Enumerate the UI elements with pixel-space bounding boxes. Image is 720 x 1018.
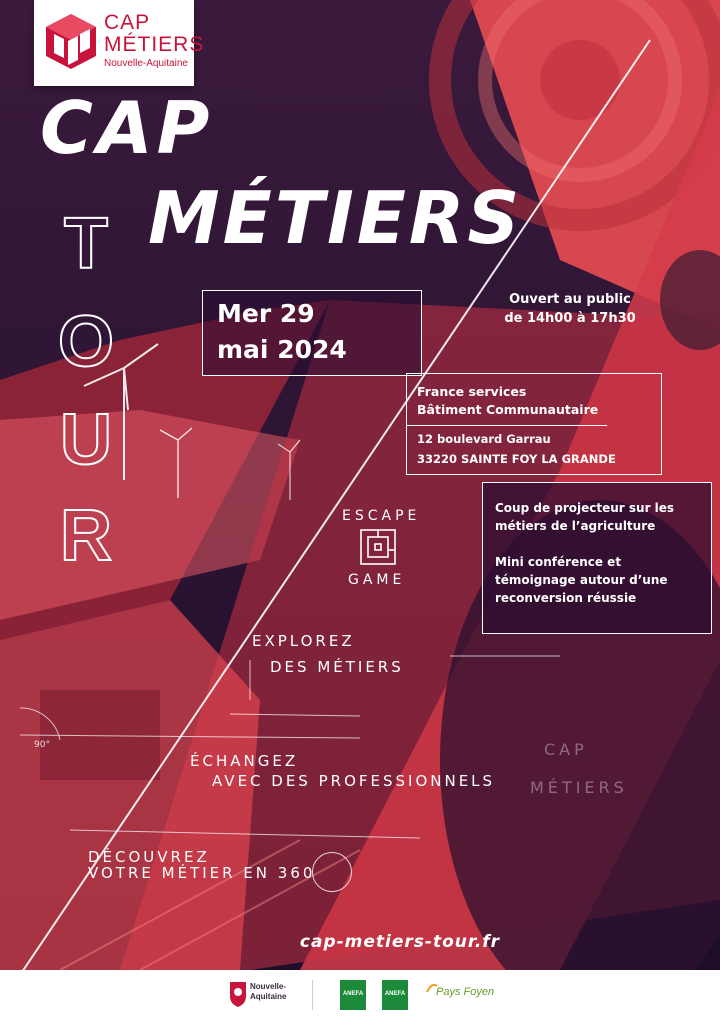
anefa-logo-1-text: ANEFA: [342, 991, 364, 997]
opening-hours: [470, 290, 670, 328]
anefa-logo-2: [382, 980, 408, 1010]
anefa-logo-2-text: ANEFA: [384, 991, 406, 997]
date-month-year: mai 2024: [217, 335, 347, 364]
venue-street: 12 boulevard Garrau: [417, 432, 551, 446]
venue-divider: [407, 425, 607, 426]
angle-label: 90°: [34, 740, 50, 750]
jacket-text-1: CAP: [544, 740, 588, 759]
tour-letter-o: O: [57, 302, 114, 382]
region-crest-icon: [228, 980, 248, 1008]
tour-letter-t: T: [64, 204, 108, 284]
cube-logo-icon: [44, 12, 98, 70]
explore-line-2: DES MÉTIERS: [270, 658, 404, 676]
date-box: [202, 290, 422, 376]
discover-line-1: DÉCOUVREZ: [88, 848, 210, 866]
cap-metiers-logo[interactable]: [34, 0, 205, 86]
logo-cap-text: CAP: [104, 11, 151, 34]
hours-line-2: de 14h00 à 17h30: [504, 311, 636, 326]
discover-line-2: VOTRE MÉTIER EN 360: [88, 864, 316, 882]
logo-metiers-text: MÉTIERS: [104, 33, 205, 56]
venue-box: [406, 373, 662, 475]
escape-label: ESCAPE: [342, 508, 421, 524]
exchange-line-2: AVEC DES PROFESSIONNELS: [212, 772, 496, 790]
venue-name-1: France services: [417, 384, 527, 399]
logo-region-text: Nouvelle-Aquitaine: [104, 58, 188, 69]
pays-foyen-logo-text: Pays Foyen: [436, 986, 495, 998]
venue-city: 33220 SAINTE FOY LA GRANDE: [417, 452, 616, 466]
footer-divider: [312, 980, 313, 1010]
hours-line-1: Ouvert au public: [509, 292, 631, 307]
region-logo-text: [250, 982, 286, 1002]
anefa-logo-1: [340, 980, 366, 1010]
tour-letter-u: U: [60, 400, 112, 480]
region-logo-line-1: Nouvelle-: [250, 982, 287, 991]
jacket-text-2: MÉTIERS: [530, 778, 628, 797]
game-label: GAME: [348, 572, 406, 588]
title-metiers: MÉTIERS: [148, 176, 523, 260]
circle-360-mark: [312, 852, 352, 892]
website-link[interactable]: cap-metiers-tour.fr: [299, 932, 501, 952]
region-logo-line-2: Aquitaine: [250, 992, 287, 1001]
exchange-line-1: ÉCHANGEZ: [190, 752, 299, 770]
explore-line-1: EXPLOREZ: [252, 632, 355, 650]
title-cap: CAP: [40, 86, 214, 170]
program-item-1: Coup de projecteur sur les métiers de l’agriculture: [495, 501, 675, 533]
date-day: Mer 29: [217, 299, 315, 328]
partner-footer: [0, 970, 720, 1018]
program-item-2: Mini conférence et témoignage autour d’une reconversion réussie: [495, 555, 668, 605]
venue-name-2: Bâtiment Communautaire: [417, 402, 599, 417]
program-box: [482, 482, 712, 634]
tour-letter-r: R: [60, 496, 112, 576]
